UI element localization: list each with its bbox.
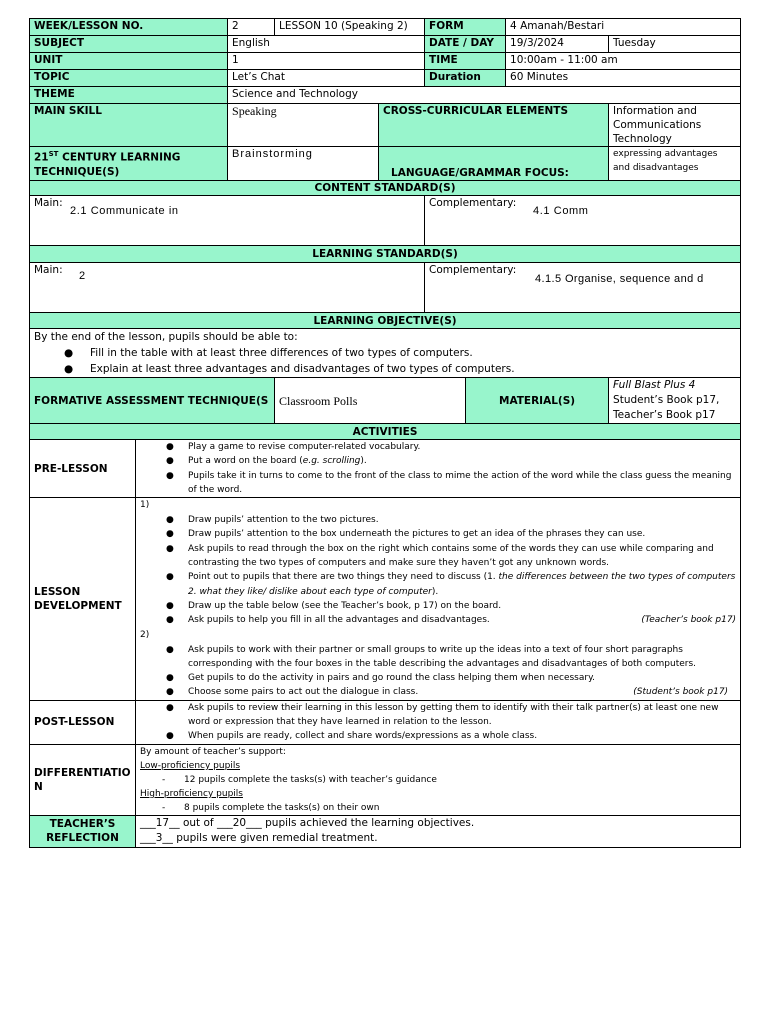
bullet-icon: ● bbox=[166, 442, 174, 452]
diff-low-text: 12 pupils complete the tasks(s) with teacher’s guidance bbox=[184, 774, 437, 785]
dev-list-2 bbox=[140, 643, 736, 700]
pre-lesson-item bbox=[166, 469, 736, 498]
bullet-icon: ● bbox=[166, 543, 174, 554]
objectives-cell bbox=[30, 329, 741, 378]
unit-value: 1 bbox=[228, 53, 425, 70]
dev-text: Draw up the table below (see the Teacher’s book, p 17) on the board. bbox=[188, 600, 502, 611]
bullet-icon: ● bbox=[166, 529, 174, 540]
pre-lesson-example: e.g. scrolling bbox=[302, 456, 361, 467]
learning-main-label: Main: bbox=[34, 264, 63, 276]
activities-title: ACTIVITIES bbox=[30, 424, 741, 440]
lesson-development-cell bbox=[136, 498, 741, 701]
pre-lesson-text: Put a word on the board ( bbox=[188, 456, 303, 467]
post-lesson-cell bbox=[136, 700, 741, 744]
post-lesson-label: POST-LESSON bbox=[30, 700, 136, 744]
pre-lesson-text: Play a game to revise computer-related vocabulary. bbox=[188, 442, 421, 452]
dev-item bbox=[166, 671, 736, 685]
assessment-value: Classroom Polls bbox=[275, 378, 466, 424]
cross-curricular-label: CROSS-CURRICULAR ELEMENTS bbox=[379, 104, 609, 147]
dev-part-2: 2) bbox=[140, 629, 150, 640]
bullet-icon: ● bbox=[166, 515, 174, 526]
dev-item bbox=[166, 643, 736, 672]
dev-item bbox=[166, 599, 736, 613]
pre-lesson-label: PRE-LESSON bbox=[30, 440, 136, 498]
dev-text: Draw pupils’ attention to the box underneath the pictures to get an idea of the phrases they can use. bbox=[188, 529, 646, 540]
bullet-icon: ● bbox=[166, 600, 174, 611]
content-main-label: Main: bbox=[34, 197, 63, 209]
bullet-icon: ● bbox=[64, 363, 74, 375]
bullet-icon: ● bbox=[166, 456, 174, 467]
dev-text: Get pupils to do the activity in pairs and go round the class helping them when necessary. bbox=[188, 673, 595, 684]
dev-item bbox=[166, 527, 736, 541]
post-lesson-list bbox=[140, 701, 736, 744]
c21-label bbox=[30, 147, 228, 181]
objective-item bbox=[64, 345, 736, 361]
diff-high-item bbox=[140, 801, 736, 815]
dev-text-end: ). bbox=[431, 586, 439, 597]
dev-text: Draw pupils’ attention to the two pictures. bbox=[188, 515, 379, 526]
form-label: FORM bbox=[425, 19, 506, 36]
lesson-development-label: LESSON DEVELOPMENT bbox=[30, 498, 136, 701]
time-label: TIME bbox=[425, 53, 506, 70]
bullet-icon: ● bbox=[166, 731, 174, 742]
bullet-icon: ● bbox=[166, 470, 174, 481]
learning-standard-main bbox=[30, 263, 425, 313]
assessment-label: FORMATIVE ASSESSMENT TECHNIQUE(S bbox=[30, 378, 275, 424]
subject-value: English bbox=[228, 36, 425, 53]
bullet-icon: ● bbox=[166, 615, 174, 626]
material-line: Teacher’s Book p17 bbox=[613, 409, 716, 421]
bullet-icon: ● bbox=[166, 572, 174, 583]
dev-text-italic: the differences between the two types of computers 2. what they like/ dislike about each type of computer bbox=[188, 572, 736, 597]
theme-label: THEME bbox=[30, 87, 228, 104]
pre-lesson-text: Pupils take it in turns to come to the front of the class to mime the action of the word while the class guess the meaning of the word. bbox=[188, 470, 732, 495]
diff-high-heading: High-proficiency pupils bbox=[140, 788, 243, 799]
learning-comp-value: 4.1.5 Organise, sequence and d bbox=[535, 273, 704, 285]
reflection-line-1: ___17__ out of ___20___ pupils achieved the learning objectives. bbox=[140, 816, 475, 829]
bullet-icon: ● bbox=[166, 702, 174, 713]
objective-text: Explain at least three advantages and disadvantages of two types of computers. bbox=[90, 363, 515, 375]
post-lesson-text: Ask pupils to review their learning in this lesson by getting them to identify with their talk partner(s) at least one new word or expression that they have learned in relation to the lesson. bbox=[188, 702, 719, 728]
c21-label-text: CENTURY LEARNING TECHNIQUE(S) bbox=[34, 151, 181, 178]
dev-item bbox=[166, 613, 737, 627]
dev-item bbox=[166, 542, 736, 571]
content-standard-title: CONTENT STANDARD(S) bbox=[30, 181, 741, 196]
pre-lesson-item bbox=[166, 454, 736, 468]
bullet-icon: ● bbox=[166, 644, 174, 655]
material-line: Student’s Book p17, bbox=[613, 394, 720, 406]
week-value: 2 bbox=[228, 19, 275, 36]
pre-lesson-item bbox=[166, 440, 736, 454]
diff-high-text: 8 pupils complete the tasks(s) on their own bbox=[184, 802, 380, 813]
material-line: Full Blast Plus 4 bbox=[613, 379, 696, 391]
learning-standard-comp bbox=[425, 263, 741, 313]
dev-text: Point out to pupils that there are two things they need to discuss (1. bbox=[188, 572, 499, 583]
c21-label-sup: ST bbox=[48, 150, 59, 158]
diff-intro: By amount of teacher’s support: bbox=[140, 746, 286, 757]
diff-low-heading: Low-proficiency pupils bbox=[140, 760, 241, 771]
pre-lesson-cell bbox=[136, 440, 741, 498]
subject-label: SUBJECT bbox=[30, 36, 228, 53]
objective-text: Fill in the table with at least three differences of two types of computers. bbox=[90, 347, 473, 359]
unit-label: UNIT bbox=[30, 53, 228, 70]
reflection-cell bbox=[136, 815, 741, 847]
cross-curricular-value: Information and Communications Technology bbox=[609, 104, 741, 147]
main-skill-value: Speaking bbox=[228, 104, 379, 147]
learning-comp-label: Complementary: bbox=[429, 264, 517, 276]
dev-part-1: 1) bbox=[140, 500, 150, 511]
dev-item bbox=[166, 685, 736, 699]
dash-icon: - bbox=[162, 802, 166, 813]
differentiation-cell bbox=[136, 744, 741, 815]
theme-value: Science and Technology bbox=[228, 87, 741, 104]
differentiation-label: DIFFERENTIATION bbox=[30, 744, 136, 815]
lesson-plan bbox=[29, 18, 740, 848]
post-lesson-item bbox=[166, 701, 736, 730]
date-label: DATE / DAY bbox=[425, 36, 506, 53]
content-standard-main bbox=[30, 196, 425, 246]
bullet-icon: ● bbox=[64, 347, 74, 359]
material-label: MATERIAL(S) bbox=[466, 378, 609, 424]
objective-item bbox=[64, 361, 736, 377]
dev-text: Ask pupils to help you fill in all the advantages and disadvantages. bbox=[188, 615, 490, 626]
duration-label: Duration bbox=[425, 70, 506, 87]
topic-value: Let’s Chat bbox=[228, 70, 425, 87]
objectives-intro: By the end of the lesson, pupils should be able to: bbox=[34, 331, 298, 343]
c21-label-number: 21 bbox=[34, 151, 49, 164]
reflection-line-2: ___3__ pupils were given remedial treatment. bbox=[140, 831, 378, 844]
pre-lesson-list bbox=[140, 440, 736, 497]
post-lesson-item bbox=[166, 729, 736, 743]
time-value: 10:00am - 11:00 am bbox=[506, 53, 741, 70]
content-main-value: 2.1 Communicate in bbox=[70, 205, 179, 217]
dev-reference: (Teacher’s book p17) bbox=[641, 615, 737, 626]
dev-item bbox=[166, 513, 736, 527]
dev-text: Choose some pairs to act out the dialogue in class. bbox=[188, 687, 419, 698]
pre-lesson-text-end: ). bbox=[360, 456, 367, 467]
week-label: WEEK/LESSON NO. bbox=[30, 19, 228, 36]
lesson-value: LESSON 10 (Speaking 2) bbox=[275, 19, 425, 36]
grammar-label: LANGUAGE/GRAMMAR FOCUS: bbox=[379, 147, 609, 181]
content-standard-comp bbox=[425, 196, 741, 246]
dev-list-1 bbox=[140, 513, 736, 627]
bullet-icon: ● bbox=[166, 687, 174, 698]
day-value: Tuesday bbox=[609, 36, 741, 53]
learning-objectives-title: LEARNING OBJECTIVE(S) bbox=[30, 313, 741, 329]
dev-item bbox=[166, 570, 736, 599]
dev-text: Ask pupils to read through the box on the right which contains some of the words they can use while comparing and contrasting the two types of computers and make sure they haven’t got any unknown words. bbox=[188, 543, 714, 569]
material-value bbox=[609, 378, 741, 424]
reflection-label: TEACHER’S REFLECTION bbox=[30, 815, 136, 847]
grammar-value: expressing advantages and disadvantages bbox=[609, 147, 741, 181]
form-value: 4 Amanah/Bestari bbox=[506, 19, 741, 36]
content-comp-value: 4.1 Comm bbox=[533, 205, 589, 217]
c21-value: Brainstorming bbox=[228, 147, 379, 181]
lesson-plan-table bbox=[29, 18, 741, 848]
date-value: 19/3/2024 bbox=[506, 36, 609, 53]
diff-low-item bbox=[140, 773, 736, 787]
main-skill-label: MAIN SKILL bbox=[30, 104, 228, 147]
topic-label: TOPIC bbox=[30, 70, 228, 87]
content-comp-label: Complementary: bbox=[429, 197, 517, 209]
bullet-icon: ● bbox=[166, 673, 174, 684]
dash-icon: - bbox=[162, 774, 166, 785]
objectives-list bbox=[34, 345, 736, 377]
post-lesson-text: When pupils are ready, collect and share words/expressions as a whole class. bbox=[188, 731, 538, 742]
dev-reference: (Student’s book p17) bbox=[633, 687, 729, 698]
learning-main-value: 2 bbox=[79, 270, 85, 282]
duration-value: 60 Minutes bbox=[506, 70, 741, 87]
dev-text: Ask pupils to work with their partner or small groups to write up the ideas into a text of four short paragraphs corresponding with the four boxes in the table describing the advantages and disadvantages of both computers. bbox=[188, 644, 697, 669]
learning-standard-title: LEARNING STANDARD(S) bbox=[30, 246, 741, 263]
